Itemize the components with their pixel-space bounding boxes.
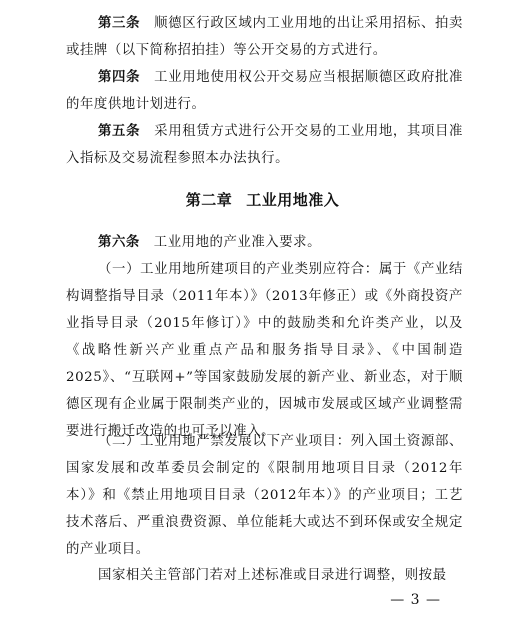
article-6-paragraph (66, 229, 463, 256)
article-6-text: 工业用地的产业准入要求。 (153, 235, 322, 250)
continuation-paragraph (66, 562, 463, 589)
continuation-text: 国家相关主管部门若对上述标准或目录进行调整，则按最 (98, 568, 447, 583)
article-6-label: 第六条 (98, 234, 140, 250)
article-3-label: 第三条 (98, 15, 141, 31)
article-4-text: 工业用地使用权公开交易应当根据顺德区政府批准的年度供地计划进行。 (66, 70, 463, 112)
chapter-title: 工业用地准入 (246, 191, 340, 209)
article-5-paragraph (66, 118, 463, 172)
chapter-number: 第二章 (185, 191, 233, 209)
article-3-text: 顺德区行政区域内工业用地的出让采用招标、拍卖或挂牌（以下简称招拍挂）等公开交易的方式进行。 (66, 16, 463, 58)
item-1-text: （一）工业用地所建项目的产业类别应符合：属于《产业结构调整指导目录（2011年本）》（2013年修正）或《外商投资产业指导目录（2015年修订）》中的鼓励类和允许类产业，以及《战略性新兴产业重点产品和服务指导目录》、《中国制造2025》、“互联网+”等国家鼓励发展的新产业、新业态，对于顺德区现有企业属于限制类产业的，因城市发展或区域产业调整需要进行搬迁改造的也可予以准入。 (66, 262, 463, 439)
article-4-label: 第四条 (98, 69, 141, 85)
article-5-text: 采用租赁方式进行公开交易的工业用地，其项目准入指标及交易流程参照本办法执行。 (66, 124, 463, 166)
chapter-heading (0, 188, 525, 212)
article-3-paragraph (66, 10, 463, 64)
article-5-label: 第五条 (98, 123, 141, 139)
item-1-paragraph (66, 256, 463, 445)
page-number: — 3 — (390, 592, 441, 608)
item-2-paragraph (66, 428, 463, 563)
article-4-paragraph (66, 64, 463, 118)
item-2-text: （二）工业用地严禁发展以下产业项目：列入国土资源部、国家发展和改革委员会制定的《限制用地项目目录（2012年本）》和《禁止用地项目目录（2012年本）》的产业项目；工艺技术落后、严重浪费资源、单位能耗大或达不到环保或安全规定的产业项目。 (66, 434, 463, 557)
